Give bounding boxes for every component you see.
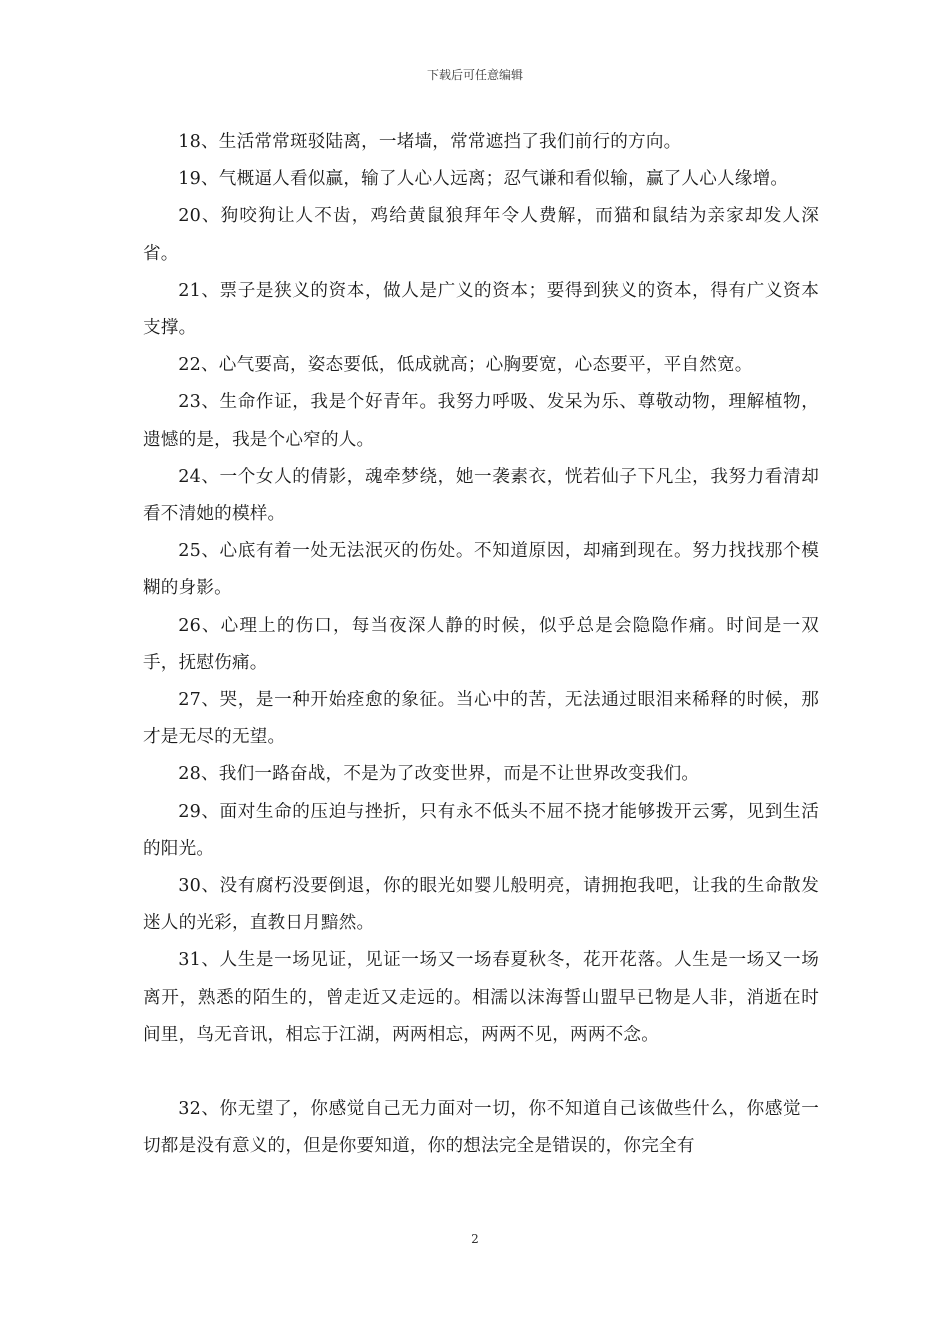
paragraph-31: 31、人生是一场见证，见证一场又一场春夏秋冬，花开花落。人生是一场又一场离开，熟悉的陌生的，曾走近又走远的。相濡以沫海誓山盟早已物是人非，消逝在时间里，鸟无音讯，相忘于江湖，两两相忘，两两不见，两两不念。	[143, 950, 819, 1045]
paragraph-23: 23、生命作证，我是个好青年。我努力呼吸、发呆为乐、尊敬动物，理解植物，遗憾的是，我是个心窄的人。	[143, 392, 819, 450]
paragraph-27: 27、哭，是一种开始痊愈的象征。当心中的苦，无法通过眼泪来稀释的时候，那才是无尽的无望。	[143, 690, 819, 748]
paragraph-19: 19、气概逼人看似赢，输了人心人远离；忍气谦和看似输，赢了人心人缘增。	[178, 169, 789, 190]
paragraph-28: 28、我们一路奋战，不是为了改变世界，而是不让世界改变我们。	[178, 764, 700, 785]
paragraph-20: 20、狗咬狗让人不齿，鸡给黄鼠狼拜年令人费解，而猫和鼠结为亲家却发人深省。	[143, 206, 819, 264]
page-header: 下载后可任意编辑	[426, 68, 523, 82]
paragraph-26: 26、心理上的伤口，每当夜深人静的时候，似乎总是会隐隐作痛。时间是一双手，抚慰伤痛。	[143, 615, 819, 673]
paragraph-30: 30、没有腐朽没要倒退，你的眼光如婴儿般明亮，请拥抱我吧，让我的生命散发迷人的光彩，直教日月黯然。	[143, 876, 819, 934]
paragraph-29: 29、面对生命的压迫与挫折，只有永不低头不屈不挠才能够拨开云雾，见到生活的阳光。	[143, 801, 819, 859]
paragraph-25: 25、心底有着一处无法泯灭的伤处。不知道原因，却痛到现在。努力找找那个模糊的身影。	[143, 541, 819, 599]
paragraph-24: 24、一个女人的倩影，魂牵梦绕，她一袭素衣，恍若仙子下凡尘，我努力看清却看不清她的模样。	[143, 466, 819, 525]
page-number: 2	[471, 1232, 479, 1246]
paragraph-22: 22、心气要高，姿态要低，低成就高；心胸要宽，心态要平，平自然宽。	[178, 355, 753, 376]
paragraph-21: 21、票子是狭义的资本，做人是广义的资本；要得到狭义的资本，得有广义资本支撑。	[143, 280, 819, 339]
paragraph-18: 18、生活常常斑驳陆离，一堵墙，常常遮挡了我们前行的方向。	[178, 132, 682, 152]
document-body	[143, 124, 819, 1165]
paragraph-32: 32、你无望了，你感觉自己无力面对一切，你不知道自己该做些什么，你感觉一切都是没有意义的，但是你要知道，你的想法完全是错误的，你完全有	[143, 1099, 819, 1157]
